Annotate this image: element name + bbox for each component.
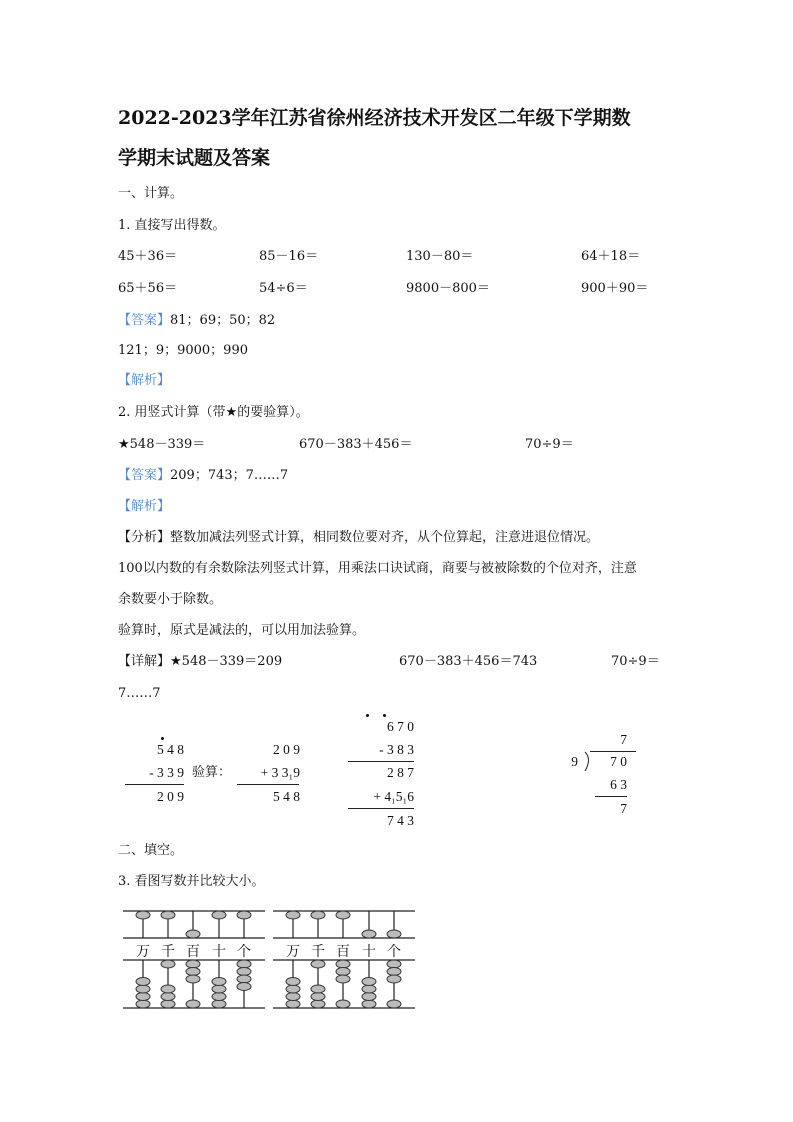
q1-item: 54÷6＝ <box>259 281 308 296</box>
abacus-bead <box>136 978 150 986</box>
abacus-right <box>273 905 415 1013</box>
place-label: 万 <box>286 944 300 960</box>
division-bracket-icon <box>583 751 593 773</box>
calc1-row: 5 4 8 <box>157 742 184 757</box>
abacus-bead <box>387 960 401 968</box>
q1-item: 9800－800＝ <box>406 281 490 296</box>
abacus-bead <box>286 911 300 919</box>
calc3-row: 6 7 0 <box>387 719 414 734</box>
div-line <box>590 751 636 752</box>
calc3-row: 7 4 3 <box>387 813 414 828</box>
div-line <box>595 796 627 797</box>
question-2-prompt <box>118 405 309 421</box>
abacus-bead <box>336 960 350 968</box>
abacus-bead <box>336 975 350 983</box>
abacus-bead <box>286 993 300 1001</box>
abacus-bead <box>186 1000 200 1008</box>
abacus-bead <box>161 1000 175 1008</box>
abacus-bead <box>286 1000 300 1008</box>
detail-text: 670－383＋456＝743 <box>399 654 538 669</box>
calc-line <box>237 784 299 785</box>
q1-item: 45＋36＝ <box>118 249 178 264</box>
document-title-line1: 2022-2023学年江苏省徐州经济技术开发区二年级下学期数 <box>118 107 631 129</box>
section-heading: 二、填空。 <box>118 843 184 858</box>
q1-item: 130－80＝ <box>406 249 474 264</box>
detail-tag: 【详解】 <box>118 654 171 669</box>
question-1-prompt: 1. 直接写出得数。 <box>118 218 226 233</box>
q1-item: 64＋18＝ <box>581 249 641 264</box>
abacus-bead <box>286 985 300 993</box>
analysis-paragraph: 余数要小于除数。 <box>118 592 223 607</box>
calc-line <box>348 761 414 762</box>
abacus-bead <box>161 911 175 919</box>
fenxi-text: 整数加减法列竖式计算，相同数位要对齐，从个位算起，注意进退位情况。 <box>170 530 600 545</box>
abacus-bead <box>311 1000 325 1008</box>
check-label: 验算： <box>192 765 232 780</box>
calc1-row: 2 0 9 <box>157 789 184 804</box>
question-3-prompt: 3. 看图写数并比较大小。 <box>118 874 265 889</box>
q2-item-text: 548－339＝ <box>129 437 206 452</box>
fenxi-tag: 【分析】 <box>118 530 171 545</box>
abacus-svg <box>123 905 265 1013</box>
analysis-tag: 【解析】 <box>118 373 171 388</box>
abacus-bead <box>161 993 175 1001</box>
answer-line <box>118 468 288 484</box>
abacus-bead <box>136 911 150 919</box>
borrow-dot <box>366 714 369 717</box>
place-label: 个 <box>387 944 401 960</box>
abacus-bead <box>362 985 376 993</box>
abacus-bead <box>311 960 325 968</box>
abacus-bead <box>136 1000 150 1008</box>
borrow-dot <box>383 714 386 717</box>
place-label: 十 <box>212 944 226 960</box>
prompt-text: 的要验算）。 <box>237 405 309 420</box>
abacus-bead <box>311 993 325 1001</box>
abacus-bead <box>186 975 200 983</box>
calc-line <box>125 784 184 785</box>
answer-tag: 【答案】 <box>118 468 171 483</box>
abacus-bead <box>311 985 325 993</box>
place-label: 千 <box>311 944 325 960</box>
prompt-text: 2. 用竖式计算（带 <box>118 405 226 420</box>
abacus-bead <box>212 978 226 986</box>
star-icon: ★ <box>225 405 238 420</box>
calc1-row: - 3 3 9 <box>149 765 184 780</box>
abacus-bead <box>136 993 150 1001</box>
analysis-paragraph: 100以内数的有余数除法列竖式计算，用乘法口诀试商，商要与被被除数的个位对齐，注意 <box>118 561 637 576</box>
abacus-bead <box>212 985 226 993</box>
borrow-dot <box>161 737 164 740</box>
calc3-row: - 3 8 3 <box>379 742 414 757</box>
abacus-bead <box>212 911 226 919</box>
calc3-row: + 4₁5₁6 <box>373 789 414 804</box>
answer-text: 81；69；50；82 <box>170 313 276 328</box>
abacus-bead <box>336 911 350 919</box>
q1-item: 65＋56＝ <box>118 281 178 296</box>
q2-item: 70÷9＝ <box>525 437 574 452</box>
abacus-bead <box>336 968 350 976</box>
abacus-bead <box>362 930 376 938</box>
q1-item: 900＋90＝ <box>581 281 649 296</box>
abacus-bead <box>311 911 325 919</box>
abacus-bead <box>286 978 300 986</box>
calc2-row: + 3 3₁9 <box>260 765 300 780</box>
calc-line <box>348 808 414 809</box>
abacus-bead <box>362 1000 376 1008</box>
abacus-bead <box>212 993 226 1001</box>
abacus-bead <box>387 968 401 976</box>
calc3-row: 2 8 7 <box>387 765 414 780</box>
abacus-svg <box>273 905 415 1013</box>
place-label: 百 <box>186 944 200 960</box>
abacus-bead <box>387 1000 401 1008</box>
abacus-bead <box>336 1000 350 1008</box>
abacus-bead <box>387 975 401 983</box>
div-divisor: 9 <box>571 754 578 769</box>
abacus-bead <box>237 983 251 991</box>
calc2-row: 5 4 8 <box>273 789 300 804</box>
abacus-bead <box>136 985 150 993</box>
section-heading: 一、计算。 <box>118 186 184 201</box>
q2-item <box>118 437 205 453</box>
abacus-bead <box>186 968 200 976</box>
star-icon: ★ <box>170 654 182 669</box>
analysis-paragraph: 验算时，原式是减法的，可以用加法验算。 <box>118 623 366 638</box>
q1-item: 85－16＝ <box>259 249 319 264</box>
abacus-left <box>123 905 265 1013</box>
document-title-line2: 学期末试题及答案 <box>118 147 271 169</box>
place-label: 千 <box>161 944 175 960</box>
abacus-bead <box>237 960 251 968</box>
place-label: 个 <box>237 944 251 960</box>
abacus-bead <box>161 985 175 993</box>
answer-text: 209；743；7……7 <box>170 468 289 483</box>
detail-text: 70÷9＝ <box>611 654 660 669</box>
place-label: 百 <box>336 944 350 960</box>
place-label: 十 <box>362 944 376 960</box>
abacus-bead <box>362 993 376 1001</box>
analysis-paragraph <box>118 530 599 546</box>
detail-line <box>118 654 282 670</box>
detail-text: 7……7 <box>118 686 161 701</box>
abacus-bead <box>362 978 376 986</box>
div-quotient: 7 <box>620 732 627 747</box>
answer-line <box>118 313 275 329</box>
answer-text-2: 121；9；9000；990 <box>118 343 248 358</box>
calc2-row: 2 0 9 <box>273 742 300 757</box>
abacus-bead <box>237 975 251 983</box>
abacus-bead <box>186 960 200 968</box>
abacus-bead <box>212 1000 226 1008</box>
abacus-bead <box>237 968 251 976</box>
analysis-tag: 【解析】 <box>118 499 171 514</box>
star-icon: ★ <box>118 437 130 452</box>
abacus-bead <box>161 960 175 968</box>
q2-item: 670－383＋456＝ <box>299 437 413 452</box>
div-dividend: 7 0 <box>610 754 627 769</box>
abacus-bead <box>186 930 200 938</box>
abacus-bead <box>237 911 251 919</box>
place-label: 万 <box>136 944 150 960</box>
abacus-bead <box>387 930 401 938</box>
div-remainder: 7 <box>620 801 627 816</box>
div-product: 6 3 <box>610 777 627 792</box>
answer-tag: 【答案】 <box>118 313 171 328</box>
detail-text: 548－339＝209 <box>181 654 283 669</box>
